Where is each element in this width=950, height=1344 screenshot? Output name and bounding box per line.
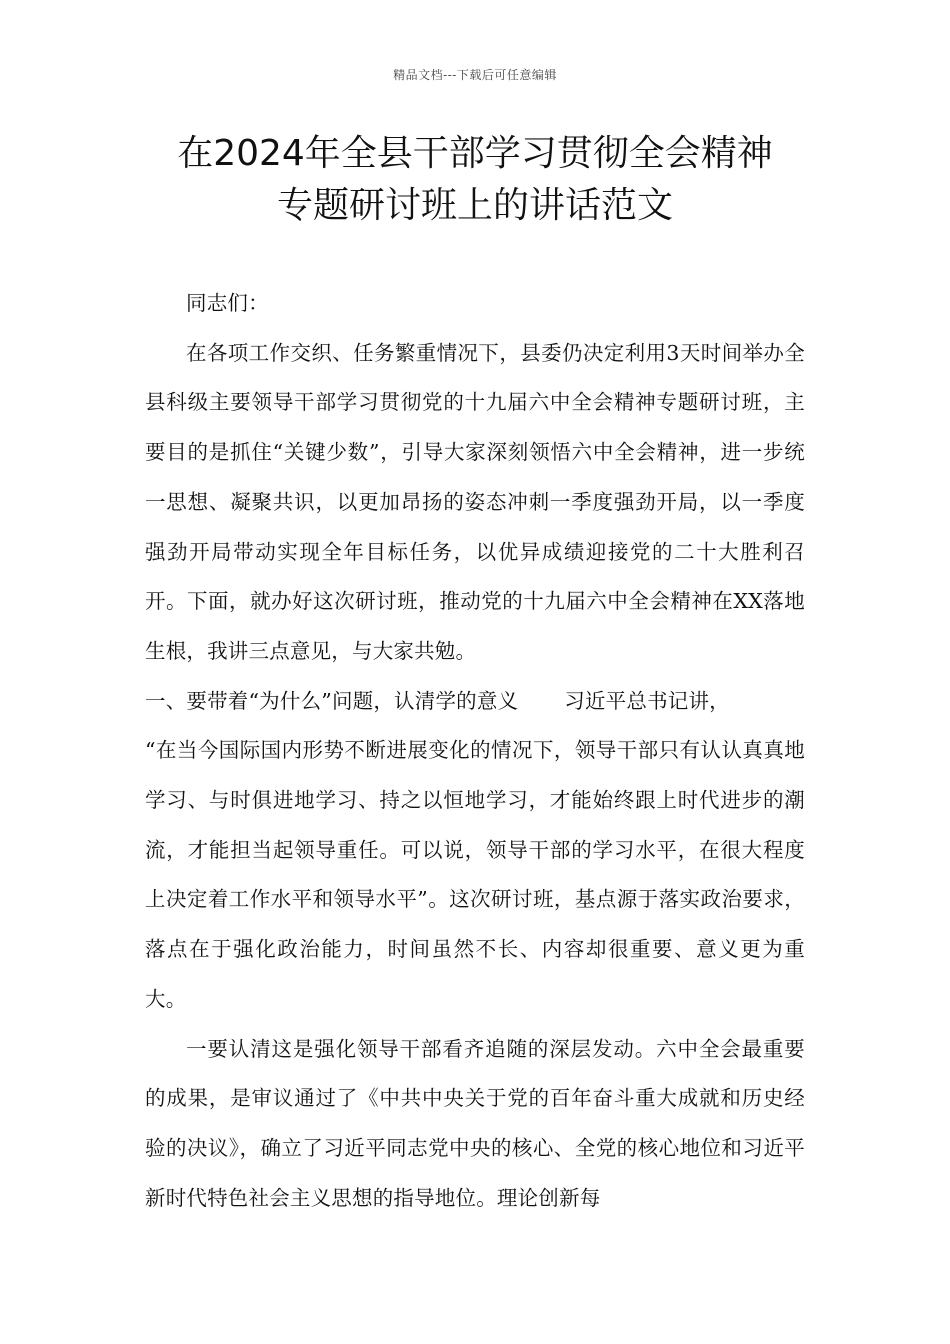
section-1-quote: “在当今国际国内形势不断进展变化的情况下，领导干部只有认认真真地学习、与时俱进地学习、持之以恒地学习，才能始终跟上时代进步的潮流，才能担当起领导重任。可以说，领导干部的学习水平，在很大程度上决定着工作水平和领导水平”。这次研讨班，基点源于落实政治要求，落点在于强化政治能力，时间虽然不长、内容却很重要、意义更为重大。 [145,738,805,1011]
section-1-lead: 习近平总书记讲， [564,688,730,713]
section-1-heading-line [145,677,805,727]
title-line-2: 专题研讨班上的讲话范文 [276,185,673,226]
salutation: 同志们： [186,291,269,315]
paragraph-intro: 在各项工作交织、任务繁重情况下，县委仍决定利用3天时间举办全县科级主要领导干部学习贯彻党的十九届六中全会精神专题研讨班，主要目的是抓住“关键少数”，引导大家深刻领悟六中全会精神，进一步统一思想、凝聚共识，以更加昂扬的姿态冲刺一季度强劲开局，以一季度强劲开局带动实现全年目标任务，以优异成绩迎接党的二十大胜利召开。下面，就办好这次研讨班，推动党的十九届六中全会精神在XX落地生根，我讲三点意见，与大家共勉。 [145,340,805,663]
section-1-heading: 一、要带着“为什么”问题，认清学的意义 [145,688,519,713]
header-note: 精品文档---下载后可任意编辑 [393,68,557,82]
title-line-1: 在2024年全县干部学习贯彻全会精神 [177,133,773,174]
document-title [100,128,850,232]
paragraph-point-1: 一要认清这是强化领导干部看齐追随的深层发动。六中全会最重要的成果，是审议通过了《中共中央关于党的百年奋斗重大成就和历史经验的决议》，确立了习近平同志党中央的核心、全党的核心地位和习近平新时代特色社会主义思想的指导地位。理论创新每 [145,1036,805,1210]
document-body [145,279,805,1223]
